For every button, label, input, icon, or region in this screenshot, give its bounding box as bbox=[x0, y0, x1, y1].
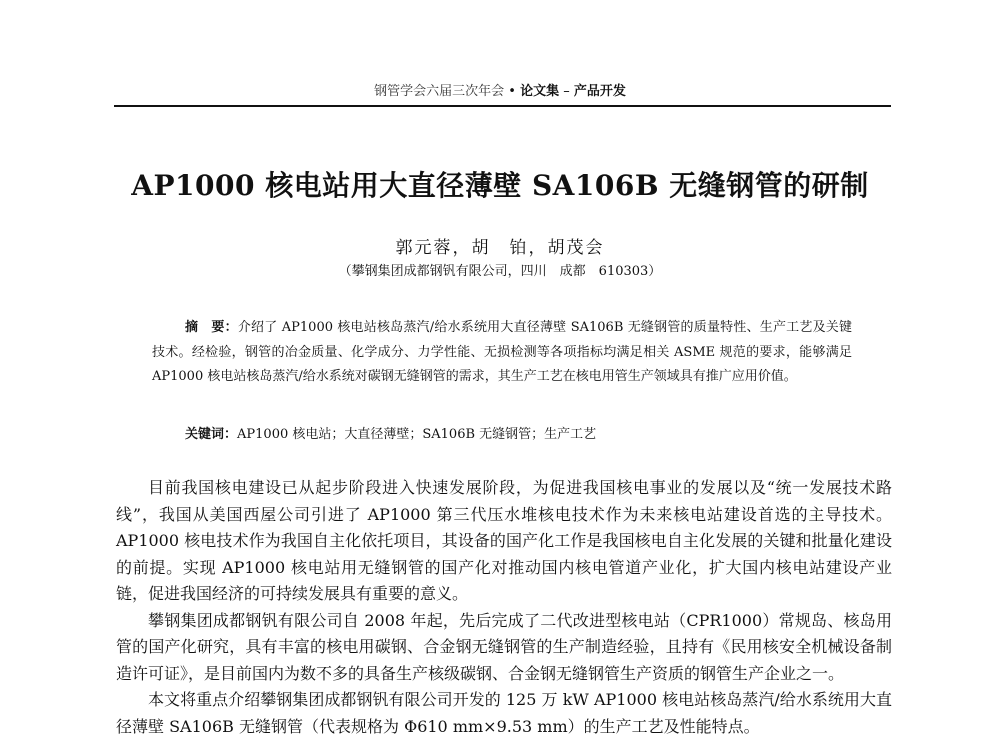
header-divider bbox=[114, 105, 891, 107]
header-section: 产品开发 bbox=[573, 84, 626, 99]
paper-title: AP1000 核电站用大直径薄壁 SA106B 无缝钢管的研制 bbox=[131, 169, 869, 202]
author-list: 郭元蓉，胡 铂，胡茂会 bbox=[395, 238, 605, 258]
abstract-text: 介绍了 AP1000 核电站核岛蒸汽/给水系统用大直径薄壁 SA106B 无缝钢管的质量特性、生产工艺及关键技术。经检验，钢管的冶金质量、化学成分、力学性能、无损检测等各项指标均满足相关 ASME 规范的要求，能够满足 AP1000 核电站核岛蒸汽/给水系统对碳钢无缝钢管的需求，其生产工艺在核电用管生产领域具有推广应用价值。 bbox=[152, 320, 852, 384]
body-paragraph-2: 攀钢集团成都钢钒有限公司自 2008 年起，先后完成了二代改进型核电站（CPR1000）常规岛、核岛用管的国产化研究，具有丰富的核电用碳钢、合金钢无缝钢管的生产制造经验，且持有《民用核安全机械设备制造许可证》，是目前国内为数不多的具备生产核级碳钢、合金钢无缝钢管生产资质的钢管生产企业之一。 bbox=[116, 610, 892, 683]
keywords-text: AP1000 核电站；大直径薄壁；SA106B 无缝钢管；生产工艺 bbox=[237, 427, 597, 442]
header-collection: 论文集 bbox=[520, 84, 560, 99]
body-paragraph-1: 目前我国核电建设已从起步阶段进入快速发展阶段，为促进我国核电事业的发展以及“统一发展技术路线”，我国从美国西屋公司引进了 AP1000 第三代压水堆核电技术作为未来核电站建设首选的主导技术。AP1000 核电技术作为我国自主化依托项目，其设备的国产化工作是我国核电自主化发展的关键和批量化建设的前提。实现 AP1000 核电站用无缝钢管的国产化对推动国内核电管道产业化，扩大国内核电站建设产业链，促进我国经济的可持续发展具有重要的意义。 bbox=[116, 478, 892, 603]
header-dash: – bbox=[563, 84, 570, 99]
abstract-label: 摘 要： bbox=[185, 320, 238, 335]
body-text bbox=[116, 475, 892, 740]
keywords-label: 关键词： bbox=[185, 427, 238, 442]
header-venue: 钢管学会六届三次年会 bbox=[374, 84, 505, 99]
keywords bbox=[185, 425, 852, 445]
author-affiliation: （攀钢集团成都钢钒有限公司，四川 成都 610303） bbox=[338, 264, 662, 279]
abstract bbox=[152, 316, 852, 390]
body-paragraph-3: 本文将重点介绍攀钢集团成都钢钒有限公司开发的 125 万 kW AP1000 核电站核岛蒸汽/给水系统用大直径薄壁 SA106B 无缝钢管（代表规格为 Φ610 mm×9.53 mm）的生产工艺及性能特点。 bbox=[116, 690, 892, 736]
header-separator: • bbox=[508, 84, 516, 99]
running-header bbox=[0, 83, 1000, 101]
